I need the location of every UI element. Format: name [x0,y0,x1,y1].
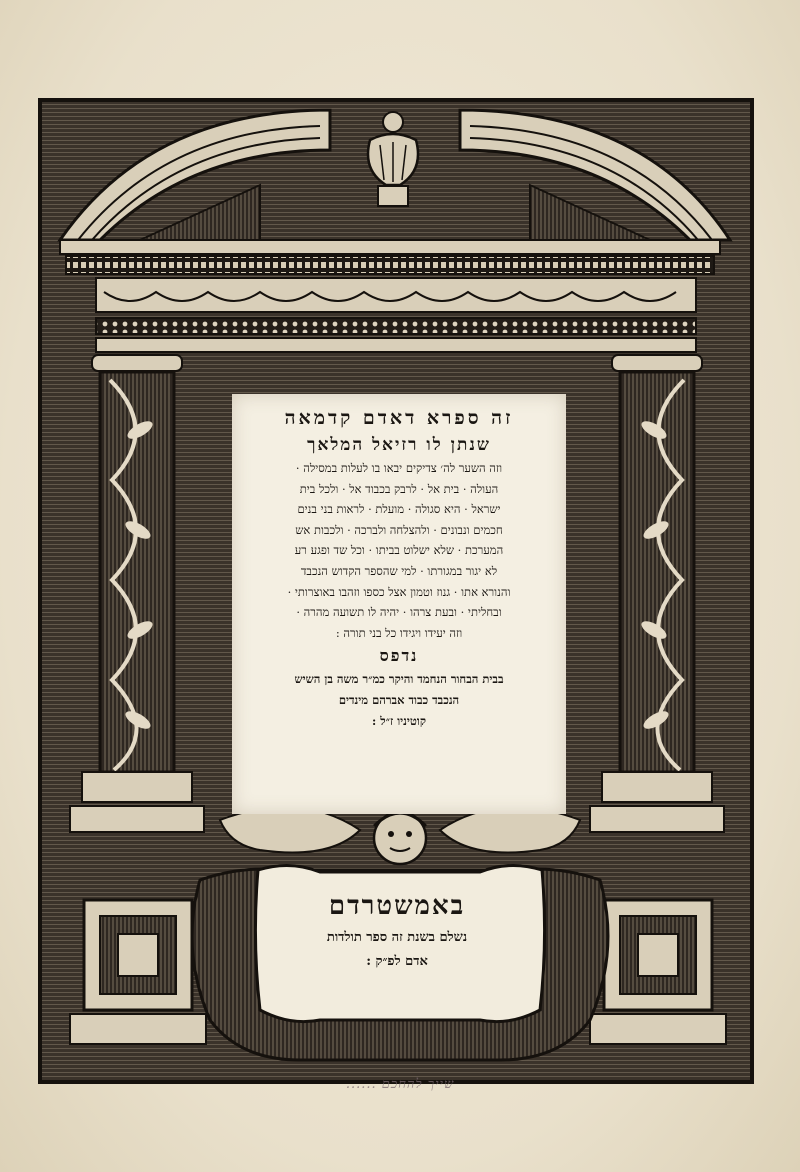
description-line: העולה · בית אל · לרבק בכבוד אל · ולכל בית [299,481,499,496]
printer-line-2: הנכבד כבוד אברהם מינדים [338,693,460,708]
year-line-1: נשלם בשנת זה ספר תולדות [326,930,468,945]
description-line: והנורא אתו · גנוז וטמון אצל כספו וזהבו באוצרותי · [287,584,511,599]
description-line: ובחליתי · ובעת צרהו · יהיה לו תשועה מהרה · [296,605,502,620]
printer-line-3: קוטיניו ז״ל : [372,714,426,729]
description-line: וזה השער לה׳ צדיקים יבאו בו לעלות במסילה · [295,461,503,475]
book-title-line-2: שנתן לו רזיאל המלאך [307,435,491,455]
description-paragraph [232,458,566,643]
book-title-line-1: זה ספרא דאדם קדמאה [284,407,514,429]
printer-line-1: בבית הבחור הנחמד והיקר כמ״ר משה בן השיש [294,672,504,687]
description-line: חכמים ונבונים · ולהצלחה ולברכה · ולכבות אש [295,522,503,537]
printed-label: נדפס [379,646,419,666]
description-line: ישראל · היא סגולה · מועלת · לראות בני בנים [297,502,501,517]
city-name: באמשטרדם [328,891,466,921]
imprint-cartouche [262,872,532,1012]
description-line: וזה יעידו ויגידו כל בני תורה : [335,625,463,640]
description-line: המערכת · שלא ישלוט בביתו · וכל שד ופגע רע [294,543,504,558]
handwritten-signature: שייך להחכם ...... [345,1077,455,1092]
year-line-2: אדם לפ״ק : [366,954,428,969]
title-panel [232,394,566,814]
description-line: לא יגור במגורתו · למי שהספר הקדוש הנכבד [300,563,498,578]
